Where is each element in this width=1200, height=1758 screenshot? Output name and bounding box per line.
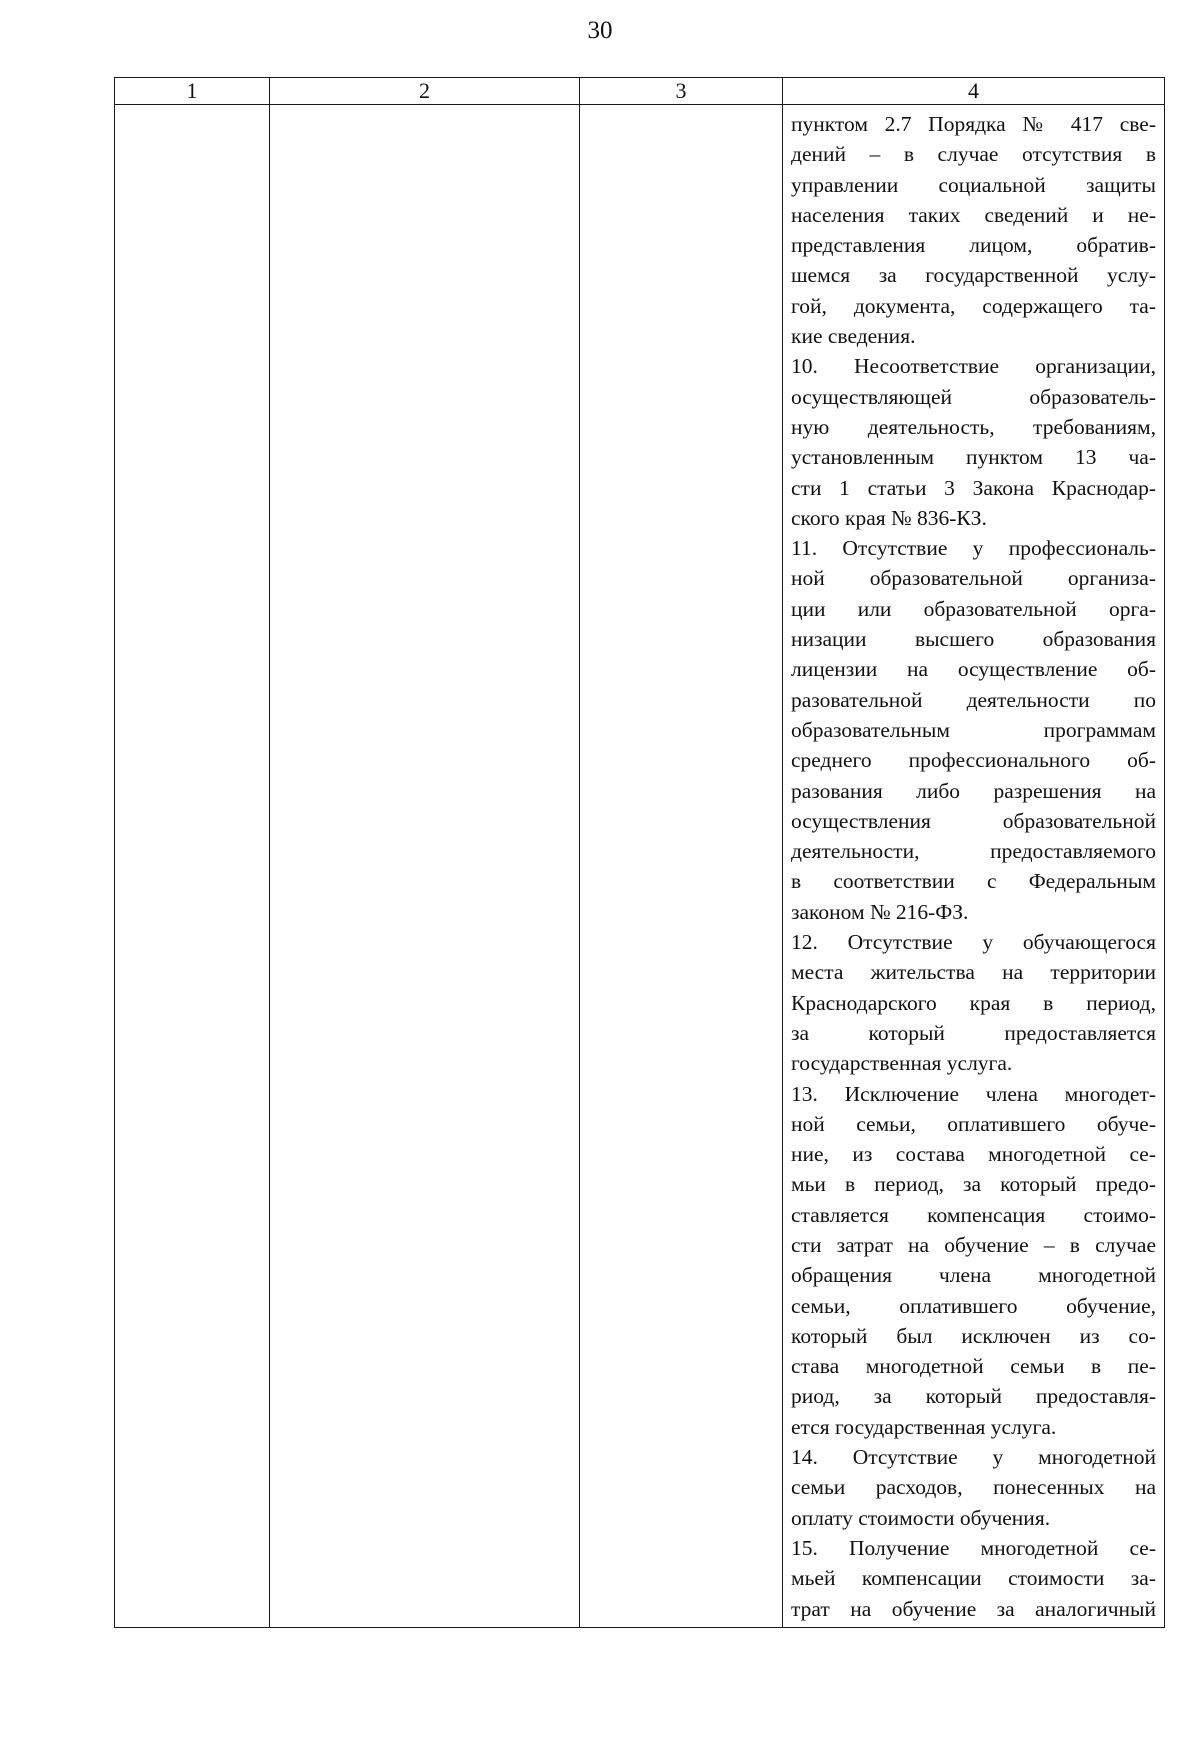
- text-line: осуществления образовательной: [791, 808, 1156, 833]
- text-line: ется государственная услуга.: [791, 1414, 1057, 1439]
- text-line: гой, документа, содержащего та-: [791, 293, 1156, 318]
- text-line: трат на обучение за аналогичный: [791, 1596, 1156, 1621]
- column-4-text: [783, 105, 1164, 1624]
- text-line: ского края № 836-КЗ.: [791, 505, 987, 530]
- text-line: который был исключен из со-: [791, 1323, 1156, 1348]
- text-line: кие сведения.: [791, 324, 916, 349]
- document-table: [114, 77, 1165, 1628]
- text-line: ной образовательной организа-: [791, 566, 1156, 591]
- text-line: риод, за который предоставля-: [791, 1384, 1156, 1409]
- text-line: 13. Исключение члена многодет-: [791, 1081, 1156, 1106]
- text-line: мьи в период, за который предо-: [791, 1172, 1156, 1197]
- column-header-2: 2: [270, 78, 580, 105]
- text-line: пунктом 2.7 Порядка № 417 све-: [791, 112, 1156, 136]
- text-line: сти 1 статьи 3 Закона Краснодар-: [791, 475, 1156, 500]
- column-header-1: 1: [115, 78, 270, 105]
- text-line: деятельности, предоставляемого: [791, 839, 1156, 864]
- text-line: населения таких сведений и не-: [791, 202, 1156, 227]
- table-row: [115, 105, 1165, 1628]
- text-line: Краснодарского края в период,: [791, 990, 1156, 1015]
- text-line: за который предоставляется: [791, 1020, 1156, 1045]
- text-line: 12. Отсутствие у обучающегося: [791, 930, 1156, 955]
- text-line: шемся за государственной услу-: [791, 263, 1156, 288]
- text-line: разовательной деятельности по: [791, 687, 1156, 712]
- text-line: мьей компенсации стоимости за-: [791, 1566, 1156, 1591]
- text-line: лицензии на осуществление об-: [791, 657, 1156, 682]
- column-3-cell: [580, 105, 783, 1628]
- column-4-cell: [783, 105, 1165, 1628]
- text-line: в соответствии с Федеральным: [791, 869, 1156, 894]
- text-line: управлении социальной защиты: [791, 172, 1156, 197]
- table-header-row: [115, 78, 1165, 105]
- text-line: ние, из состава многодетной се-: [791, 1142, 1156, 1167]
- text-line: ную деятельность, требованиям,: [791, 414, 1156, 439]
- text-line: осуществляющей образователь-: [791, 384, 1156, 409]
- page-number: 30: [587, 17, 613, 44]
- text-line: 10. Несоответствие организации,: [791, 354, 1156, 379]
- text-line: става многодетной семьи в пе-: [791, 1354, 1156, 1379]
- column-header-3: 3: [580, 78, 783, 105]
- text-line: установленным пунктом 13 ча-: [791, 445, 1156, 470]
- text-line: дений – в случае отсутствия в: [791, 142, 1156, 167]
- text-line: семьи расходов, понесенных на: [791, 1475, 1156, 1500]
- column-header-4: 4: [783, 78, 1165, 105]
- text-line: оплату стоимости обучения.: [791, 1505, 1051, 1530]
- text-line: среднего профессионального об-: [791, 748, 1156, 773]
- text-line: 15. Получение многодетной се-: [791, 1535, 1156, 1560]
- text-line: семьи, оплатившего обучение,: [791, 1293, 1156, 1318]
- text-line: 14. Отсутствие у многодетной: [791, 1445, 1156, 1470]
- text-line: низации высшего образования: [791, 627, 1156, 652]
- text-line: государственная услуга.: [791, 1051, 1013, 1076]
- text-line: ции или образовательной орга-: [791, 596, 1156, 621]
- text-line: ной семьи, оплатившего обуче-: [791, 1111, 1156, 1136]
- text-line: ставляется компенсация стоимо-: [791, 1202, 1156, 1227]
- text-line: образовательным программам: [791, 717, 1156, 742]
- text-line: разования либо разрешения на: [791, 778, 1156, 803]
- text-line: представления лицом, обратив-: [791, 233, 1156, 258]
- column-1-cell: [115, 105, 270, 1628]
- text-line: обращения члена многодетной: [791, 1263, 1156, 1288]
- text-line: законом № 216-ФЗ.: [791, 899, 969, 924]
- column-2-cell: [270, 105, 580, 1628]
- text-line: места жительства на территории: [791, 960, 1156, 985]
- text-line: 11. Отсутствие у профессиональ-: [791, 536, 1156, 561]
- text-line: сти затрат на обучение – в случае: [791, 1232, 1156, 1257]
